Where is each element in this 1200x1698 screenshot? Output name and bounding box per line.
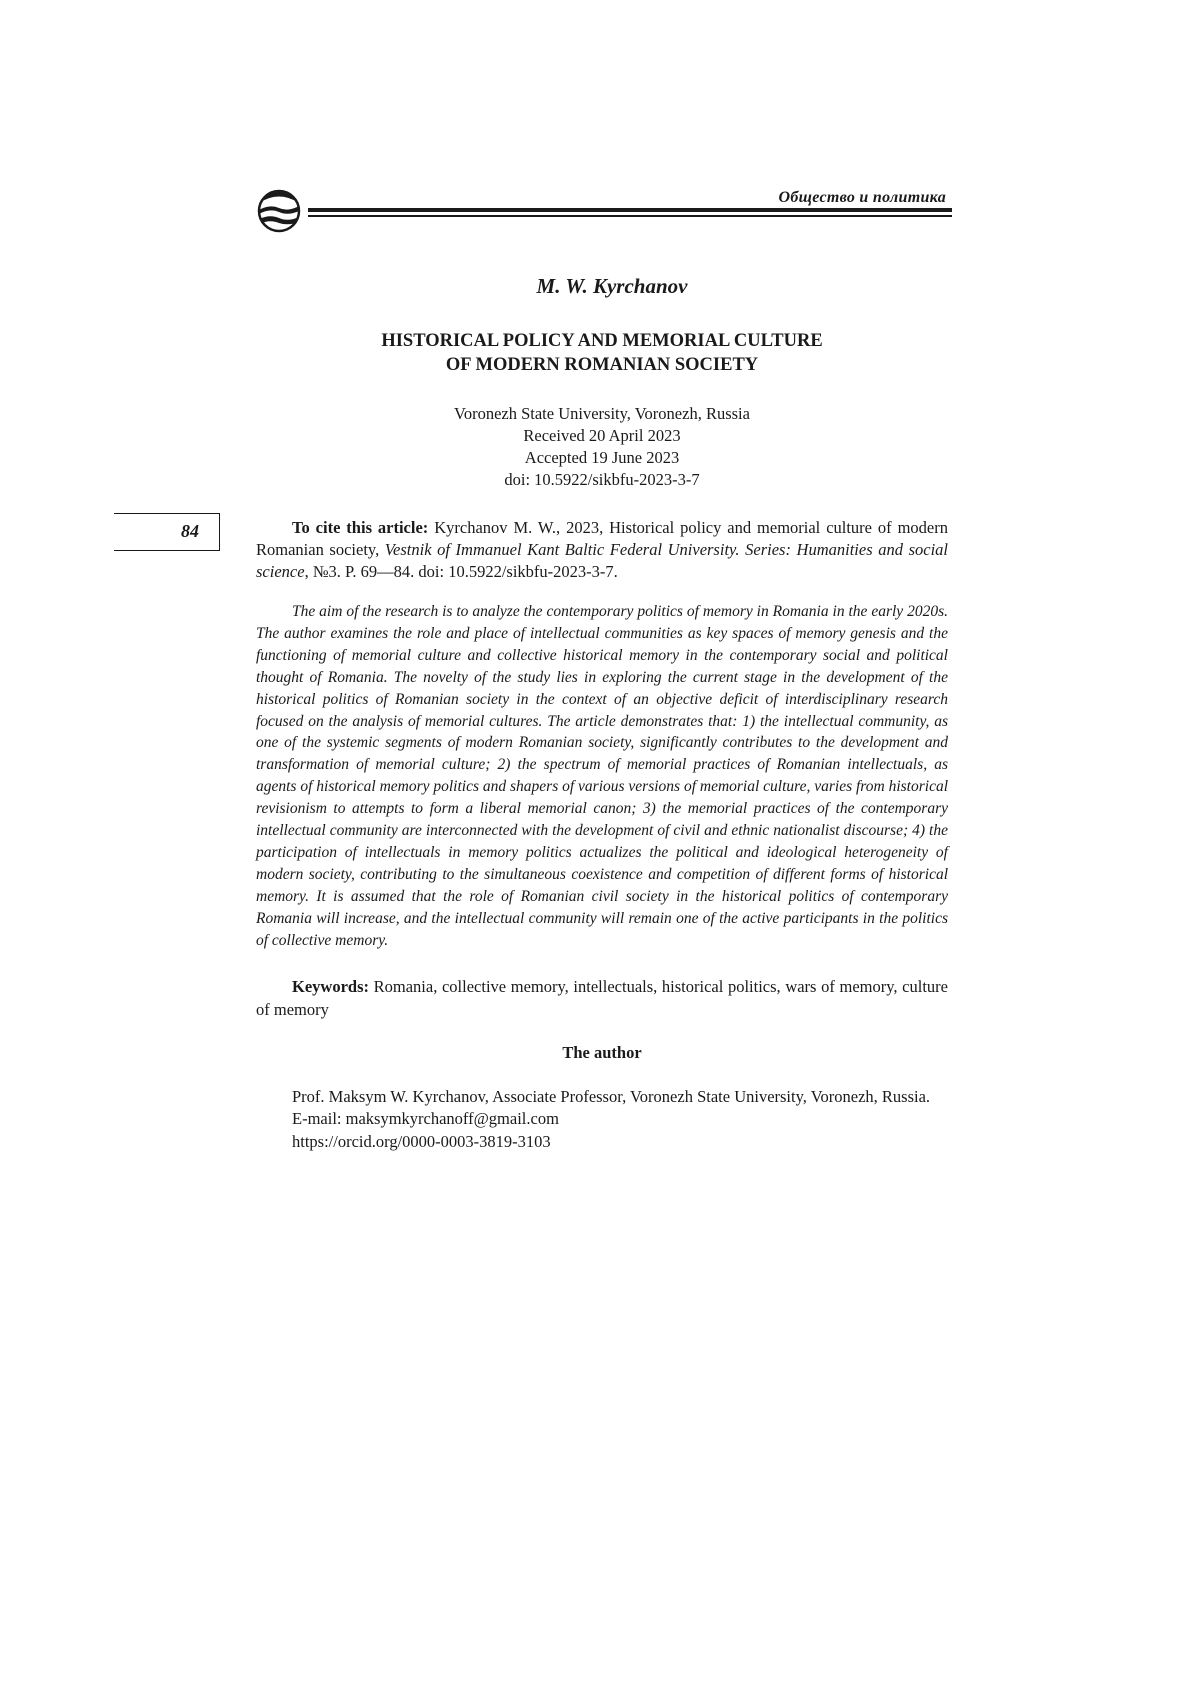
page-number-box bbox=[114, 513, 220, 551]
author-section-heading: The author bbox=[562, 1042, 642, 1062]
running-header bbox=[256, 188, 952, 234]
keywords-label: Keywords: bbox=[292, 976, 369, 996]
keywords-text: Romania, collective memory, intellectuals, historical politics, wars of memory, culture of memory bbox=[256, 976, 948, 1019]
citation-label: To cite this article: bbox=[292, 518, 429, 537]
author-bio: Prof. Maksym W. Kyrchanov, Associate Professor, Voronezh State University, Voronezh, Russia. bbox=[292, 1086, 931, 1106]
citation-text-before: Kyrchanov M. W., 2023, Historical policy and memorial culture of modern Romanian society, bbox=[256, 518, 948, 559]
author-email: E-mail: maksymkyrchanoff@gmail.com bbox=[292, 1109, 559, 1128]
article-meta bbox=[256, 403, 948, 491]
article-title-line-1: HISTORICAL POLICY AND MEMORIAL CULTURE bbox=[381, 331, 823, 351]
citation bbox=[256, 517, 948, 583]
keywords bbox=[256, 975, 948, 1021]
section-title: Общество и политика bbox=[778, 189, 946, 206]
author-orcid: https://orcid.org/0000-0003-3819-3103 bbox=[292, 1131, 551, 1151]
article-title bbox=[256, 329, 948, 377]
article-body bbox=[256, 274, 948, 1153]
article-author: M. W. Kyrchanov bbox=[536, 274, 688, 298]
affiliation: Voronezh State University, Voronezh, Russia bbox=[454, 404, 750, 423]
citation-text-after: , №3. P. 69—84. doi: 10.5922/sikbfu-2023-3-7. bbox=[304, 562, 618, 581]
header-rule-thin bbox=[308, 215, 952, 217]
abstract: The aim of the research is to analyze the contemporary politics of memory in Romania in the early 2020s. The author examines the role and place of intellectual communities as key spaces of memory genesis and the functioning of memorial culture and collective historical memory in the contemporary social and political thought of Romania. The novelty of the study lies in exploring the current stage in the development of the historical politics of Romanian society in the context of an objective deficit of interdisciplinary research focused on the analysis of memorial cultures. The article demonstrates that: 1) the intellectual community, as one of the systemic segments of modern Romanian society, significantly contributes to the development and transformation of memorial culture; 2) the spectrum of memorial practices of Romanian intellectuals, as agents of historical memory politics and shapers of various versions of memorial culture, varies from historical revisionism to attempts to form a liberal memorial canon; 3) the memorial practices of the contemporary intellectual community are interconnected with the development of civil and ethnic nationalist discourse; 4) the participation of intellectuals in memory politics actualizes the political and ideological heterogeneity of modern society, contributing to the simultaneous coexistence and competition of different forms of historical memory. It is assumed that the role of Romanian civil society in the historical politics of contemporary Romania will increase, and the intellectual community will remain one of the active participants in the politics of collective memory. bbox=[256, 603, 949, 949]
article-title-line-2: OF MODERN ROMANIAN SOCIETY bbox=[445, 355, 759, 375]
journal-logo-icon bbox=[256, 188, 302, 234]
citation-journal: Vestnik of Immanuel Kant Baltic Federal University. Series: Humanities and social science bbox=[256, 540, 948, 581]
received-date: Received 20 April 2023 bbox=[523, 426, 681, 445]
accepted-date: Accepted 19 June 2023 bbox=[524, 448, 680, 467]
doi: doi: 10.5922/sikbfu-2023-3-7 bbox=[504, 470, 700, 489]
header-rule-thick bbox=[308, 208, 952, 212]
page-number: 84 bbox=[181, 521, 199, 541]
author-info bbox=[256, 1086, 948, 1154]
